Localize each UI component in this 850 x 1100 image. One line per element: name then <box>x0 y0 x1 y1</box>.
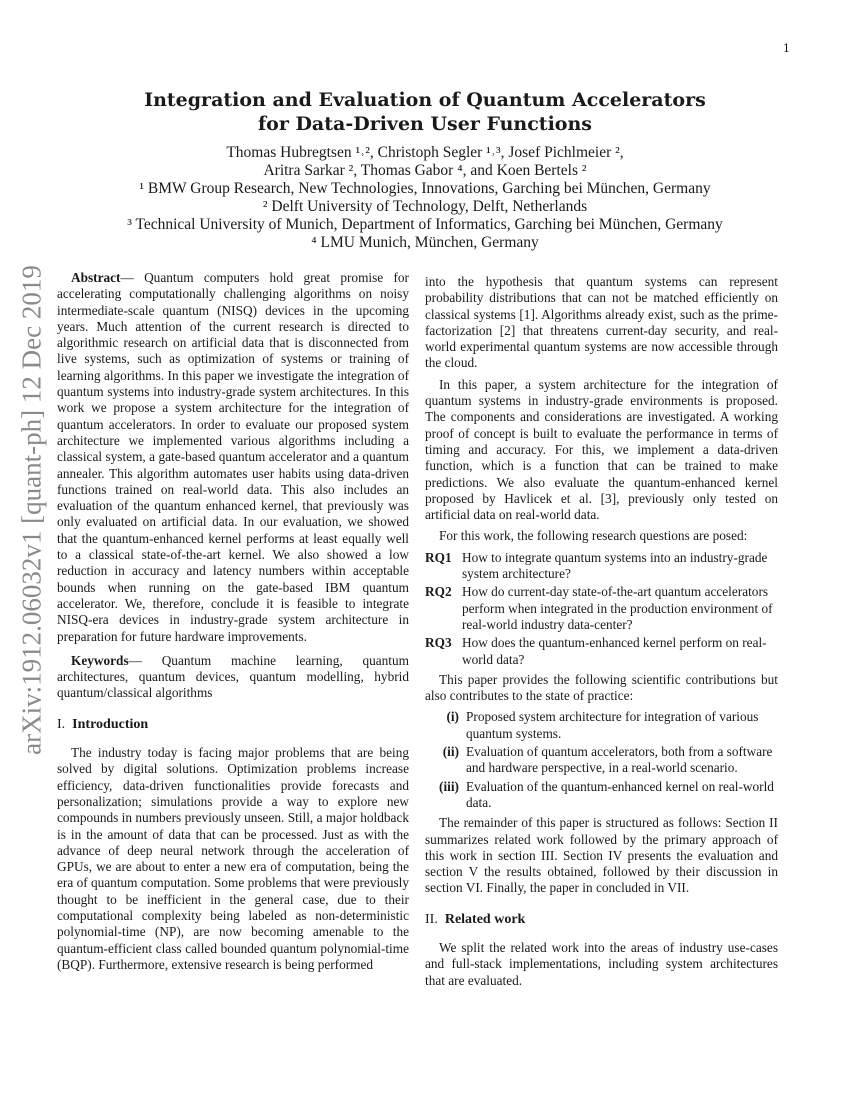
keywords <box>57 653 409 702</box>
affiliation-3: ³ Technical University of Munich, Department of Informatics, Garching bei München, Germany <box>127 216 723 233</box>
list-item-label: (i) <box>446 709 459 725</box>
contributions-list <box>425 709 778 811</box>
intro-paragraph-1: The industry today is facing major problems that are being solved by digital solutions. Optimization problems increase efficiency, data-driven functionalities provide forecasts and personalization; simulations provide a way to explore new compounds in numbers previously unseen. Still, a major holdback is in the amount of data that can be processed. Just as with the advance of deep neural network through the acceleration of GPUs, we are about to enter a new era of computation, being the era of quantum computation. Some problems that were previously thought to be inefficient in the general case, due to their computational complexity being labeled as non-deterministic polynomial-time (NP), are now becoming amenable to the quantum-efficient class called bounded quantum polynomial-time (BQP). Furthermore, extensive research is being performed <box>57 745 409 972</box>
list-item-text: How to integrate quantum systems into an industry-grade system architecture? <box>462 549 768 582</box>
keywords-text: — Quantum machine learning, quantum architectures, quantum devices, quantum modelling, hybrid quantum/classical algorithms <box>57 652 409 701</box>
paper-title-line-1: Integration and Evaluation of Quantum Accelerators <box>144 89 706 111</box>
list-item-label: RQ1 <box>425 549 452 565</box>
intro-paragraph-1-continued: into the hypothesis that quantum systems can represent probability distributions that can not be matched efficiently on classical systems [1]. Algorithms already exist, such as the prime-factorization [2] that threatens current-day security, and real-world experimental quantum systems are now accessible through the cloud. <box>425 274 778 371</box>
arxiv-identifier: arXiv:1912.06032v1 [quant-ph] 12 Dec 2019 <box>16 265 47 755</box>
author-block <box>60 144 790 252</box>
authors-line-1: Thomas Hubregtsen ¹˒², Christoph Segler ¹˒³, Josef Pichlmeier ², <box>226 144 624 161</box>
list-item-text: How do current-day state-of-the-art quantum accelerators perform when integrated in the production environment of real-world industry data-center? <box>462 584 773 632</box>
list-item-text: Evaluation of quantum accelerators, both from a software and hardware perspective, in a real-world scenario. <box>466 744 773 776</box>
affiliation-2: ² Delft University of Technology, Delft, Netherlands <box>262 198 588 215</box>
list-item <box>425 779 778 812</box>
affiliation-4: ⁴ LMU Munich, München, Germany <box>311 234 539 251</box>
section-number: II. <box>425 911 438 927</box>
right-column <box>425 274 778 994</box>
abstract-text: — Quantum computers hold great promise for accelerating computationally challenging algorithms on noisy intermediate-scale quantum (NISQ) devices in the upcoming years. Much attention of the current research is directed to algorithmic research on artificial data that is disconnected from live systems, such as optimization of systems or training of learning algorithms. In this paper we investigate the integration of quantum systems into industry-grade system architectures. In this work we propose a system architecture for the integration of quantum accelerators. In order to evaluate our proposed system architecture we implemented various algorithms including a classical system, a gate-based quantum accelerator and a quantum annealer. This algorithm automates user habits using data-driven functions trained on real-world data. This also includes an evaluation of the quantum enhanced kernel, that previously was only evaluated on artificial data. In our evaluation, we showed that the quantum-enhanced kernel performs at least equally well to a classical state-of-the-art kernel. We also showed a low reduction in accuracy and latency numbers within acceptable bounds when running on the gate-based IBM quantum accelerator. We, therefore, conclude it is feasible to integrate NISQ-era devices in industry-grade system architecture in preparation for future hardware improvements. <box>57 270 409 644</box>
page-number: 1 <box>783 42 790 55</box>
section-title: Introduction <box>72 716 149 732</box>
list-item <box>425 635 778 668</box>
keywords-label: Keywords <box>71 652 129 668</box>
list-item-label: (ii) <box>442 744 459 760</box>
abstract <box>57 270 409 645</box>
authors-line-2: Aritra Sarkar ², Thomas Gabor ⁴, and Koen Bertels ² <box>263 162 587 179</box>
paper-title-line-2: for Data-Driven User Functions <box>257 113 592 135</box>
related-work-paragraph-1: We split the related work into the areas of industry use-cases and full-stack implementations, including system architectures that are evaluated. <box>425 939 778 988</box>
list-item <box>425 709 778 742</box>
arxiv-watermark <box>12 250 52 770</box>
section-number: I. <box>57 716 66 732</box>
intro-paragraph-3: For this work, the following research questions are posed: <box>439 528 748 544</box>
list-item <box>425 550 778 583</box>
section-heading-introduction <box>57 717 409 733</box>
section-title: Related work <box>444 911 526 927</box>
intro-paragraph-5: The remainder of this paper is structured as follows: Section II summarizes related work followed by the primary approach of this work in section III. Section IV presents the evaluation and section V the results obtained, followed by their discussion in section VI. Finally, the paper in concluded in VII. <box>425 815 778 896</box>
left-column <box>57 270 409 978</box>
list-item-label: (iii) <box>439 778 459 794</box>
list-item <box>425 744 778 777</box>
list-item-text: Evaluation of the quantum-enhanced kernel on real-world data. <box>466 778 774 810</box>
intro-paragraph-4: This paper provides the following scientific contributions but also contributes to the state of practice: <box>425 671 778 704</box>
affiliation-1: ¹ BMW Group Research, New Technologies, Innovations, Garching bei München, Germany <box>139 180 711 197</box>
list-item <box>425 584 778 633</box>
list-item-label: RQ2 <box>425 584 452 600</box>
list-item-label: RQ3 <box>425 635 452 651</box>
intro-paragraph-2: In this paper, a system architecture for the integration of quantum systems in industry-grade environments is proposed. The components and considerations are investigated. A working proof of concept is built to evaluate the performance in terms of timing and accuracy. For this, we implement a data-driven function, which is a function that can be trained to make predictions. We also evaluate the quantum-enhanced kernel proposed by Havlicek et al. [3], previously only tested on artificial data on real-world data. <box>425 376 778 523</box>
research-questions-list <box>425 550 778 668</box>
section-heading-related-work <box>425 912 778 928</box>
abstract-label: Abstract <box>71 270 121 285</box>
list-item-text: Proposed system architecture for integration of various quantum systems. <box>466 709 759 741</box>
list-item-text: How does the quantum-enhanced kernel perform on real-world data? <box>462 635 767 667</box>
